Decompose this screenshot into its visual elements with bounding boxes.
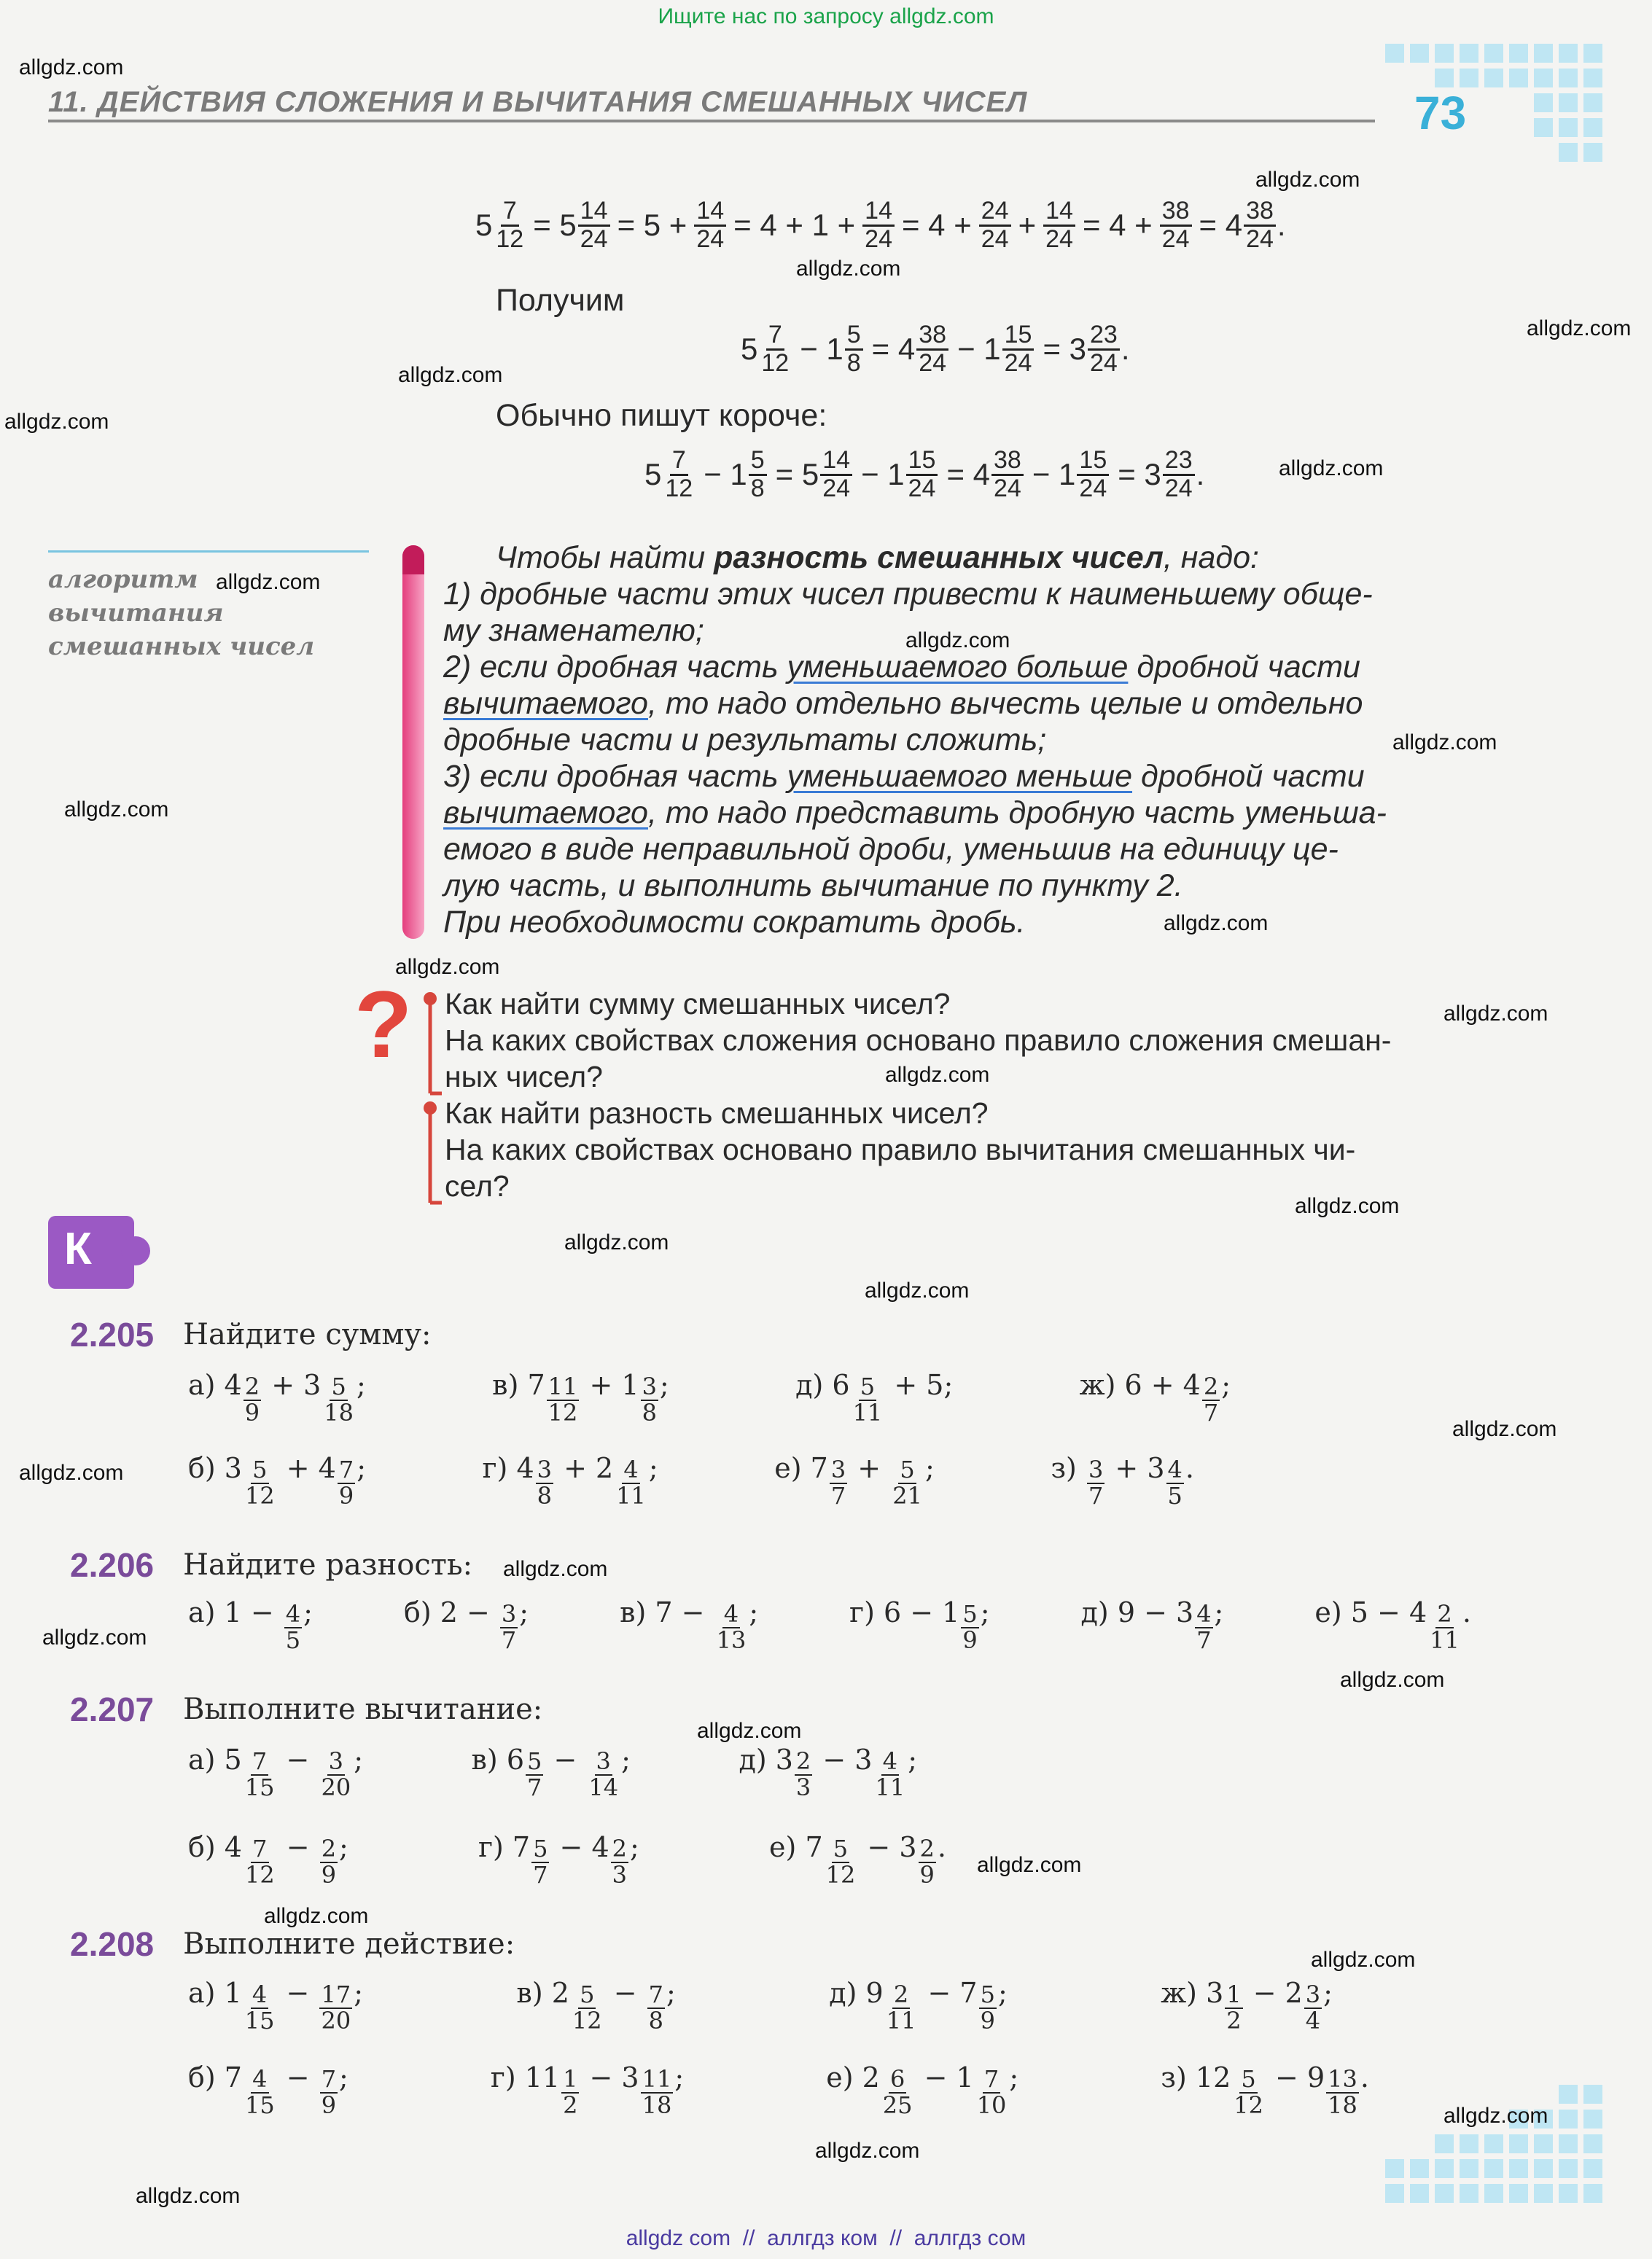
footer-banner[interactable]: allgdz com // аллгдз ком // аллгдз сом — [626, 2226, 1026, 2250]
watermark: allgdz.com — [815, 2139, 920, 2163]
watermark: allgdz.com — [1311, 1948, 1416, 1972]
question-mark-icon: ? — [354, 971, 413, 1077]
watermark: allgdz.com — [4, 410, 109, 434]
chapter-title: 11. ДЕЙСТВИЯ СЛОЖЕНИЯ И ВЫЧИТАНИЯ СМЕШАННЫХ ЧИСЕЛ — [48, 86, 1028, 118]
watermark: allgdz.com — [796, 257, 901, 281]
exercise-2-207-row2: б) 4 $\frac{7}{12}$ − $\frac{2}{9}$ ; г) 7 $\frac{5}{7}$ − 4 $\frac{2}{3}$ ; е) 7 $\frac{5}{12}$ − 3 $\frac{2}{9}$ . — [188, 1831, 946, 1889]
exercise-2-207-row1: а) 5 $\frac{7}{15}$ − $\frac{3}{20}$ ; в) 6 $\frac{5}{7}$ − $\frac{3}{14}$ ; д) 3 $\frac{2}{3}$ − 3 $\frac{4}{11}$ ; — [188, 1744, 917, 1801]
equation-3: 5 $\frac{7}{12}$ − 1 $\frac{5}{8}$ = 5 $\frac{14}{24}$ − 1 $\frac{15}{24}$ = 4 $\frac{38}{24}$ − 1 $\frac{15}{24}$ = 3 $\frac{23}{24}$ . — [644, 446, 1205, 502]
watermark: allgdz.com — [564, 1230, 669, 1255]
top-banner[interactable]: Ищите нас по запросу allgdz.com — [658, 4, 994, 28]
watermark: allgdz.com — [1443, 1002, 1548, 1026]
question-bracket-2 — [421, 1101, 443, 1210]
exercise-2-207-header: 2.207 Выполните вычитание: — [70, 1690, 543, 1728]
exercise-2-205-header: 2.205 Найдите сумму: — [70, 1316, 432, 1354]
watermark: allgdz.com — [865, 1279, 970, 1303]
watermark: allgdz.com — [503, 1557, 608, 1581]
watermark: allgdz.com — [1443, 2104, 1548, 2128]
watermark: allgdz.com — [977, 1853, 1082, 1877]
watermark: allgdz.com — [1340, 1668, 1445, 1692]
watermark: allgdz.com — [885, 1063, 990, 1087]
watermark: allgdz.com — [1164, 911, 1269, 935]
exercise-2-208-row1: а) 1 $\frac{4}{15}$ − $\frac{17}{20}$ ; в) 2 $\frac{5}{12}$ − $\frac{7}{8}$ ; д) 9 $\frac{2}{11}$ − 7 $\frac{5}{9}$ ; ж) 3 $\frac{1}{2}$ − 2 $\frac{3}{4}$ ; — [188, 1977, 1333, 2034]
questions-text: Как найти сумму смешанных чисел? На каких свойствах сложения основано правило сложения смешан- ных чисел? Как найти разность смешанных чисел? На каких свойствах основано правило вычитания смешанных чи- сел? — [445, 987, 1392, 1203]
watermark: allgdz.com — [395, 955, 500, 979]
decorative-squares-icon — [1378, 36, 1604, 182]
question-bracket-1 — [421, 991, 443, 1101]
watermark: allgdz.com — [1279, 456, 1384, 480]
watermark: allgdz.com — [697, 1719, 802, 1743]
text-short: Обычно пишут короче: — [496, 398, 827, 433]
exercise-2-205-row2: б) 3 $\frac{5}{12}$ + 4 $\frac{7}{9}$ ; г) 4 $\frac{3}{8}$ + 2 $\frac{4}{11}$ ; е) 7 $\frac{3}{7}$ + $\frac{5}{21}$ ; з) $\frac{3}{7}$ + 3 $\frac{4}{5}$ . — [188, 1452, 1194, 1510]
watermark: allgdz.com — [264, 1904, 369, 1928]
watermark: allgdz.com — [1255, 168, 1360, 192]
watermark: allgdz.com — [64, 797, 169, 822]
decorative-squares-icon — [1378, 2077, 1604, 2223]
watermark: allgdz.com — [19, 1461, 124, 1485]
watermark: allgdz.com — [1452, 1417, 1557, 1441]
exercise-2-208-header: 2.208 Выполните действие: — [70, 1925, 515, 1963]
exercise-2-206-row: а) 1 − $\frac{4}{5}$ ; б) 2 − $\frac{3}{7}$ ; в) 7 − $\frac{4}{13}$ ; г) 6 − 1 $\frac{5}{9}$ ; д) 9 − 3 $\frac{4}{7}$ ; е) 5 − 4 $\frac{2}{11}$ . — [188, 1596, 1471, 1654]
header-divider — [48, 120, 1375, 122]
watermark: allgdz.com — [398, 363, 503, 387]
text-get: Получим — [496, 283, 625, 318]
k-badge: К — [48, 1216, 134, 1289]
exercise-2-208-row2: б) 7 $\frac{4}{15}$ − $\frac{7}{9}$ ; г) 11 $\frac{1}{2}$ − 3 $\frac{11}{18}$ ; е) 2 $\frac{6}{25}$ − 1 $\frac{7}{10}$ ; з) 12 $\frac{5}{12}$ − 9 $\frac{13}{18}$ . — [188, 2061, 1369, 2119]
watermark: allgdz.com — [136, 2184, 241, 2208]
equation-1: 5 $\frac{7}{12}$ = 5 $\frac{14}{24}$ = 5 + $\frac{14}{24}$ = 4 + 1 + $\frac{14}{24}$ = 4 + $\frac{24}{24}$ + $\frac{14}{24}$ = 4 + $\frac{38}{24}$ = 4 $\frac{38}{24}$ . — [475, 197, 1286, 253]
rule-text: Чтобы найти разность смешанных чисел, надо: 1) дробные части этих чисел привести к наименьшему обще- му знаменателю; 2) если дробная часть уменьшаемого больше дробной части вычитаемого, то надо отдельно вычесть целые и отдельно дробные части и результаты сложить; 3) если дробная часть уменьшаемого меньше дробной части вычитаемого, то надо представить дробную часть уменьша- емого в виде неправильной дроби, уменьшив на единицу це- лую часть, и выполнить вычитание по пункту 2. При необходимости сократить дробь. — [443, 540, 1387, 940]
watermark: allgdz.com — [1527, 316, 1632, 340]
watermark: allgdz.com — [216, 570, 321, 594]
page-number: 73 — [1414, 87, 1467, 139]
rule-marker — [402, 545, 424, 939]
equation-2: 5 $\frac{7}{12}$ − 1 $\frac{5}{8}$ = 4 $\frac{38}{24}$ − 1 $\frac{15}{24}$ = 3 $\frac{23}{24}$ . — [741, 321, 1130, 377]
sidebar-divider — [48, 550, 369, 553]
exercise-2-205-row1: а) 4 $\frac{2}{9}$ + 3 $\frac{5}{18}$ ; в) 7 $\frac{11}{12}$ + 1 $\frac{3}{8}$ ; д) 6 $\frac{5}{11}$ + 5; ж) 6 + 4 $\frac{2}{7}$ ; — [188, 1369, 1231, 1427]
rule-marker-cap — [402, 545, 424, 574]
watermark: allgdz.com — [19, 55, 124, 79]
watermark: allgdz.com — [42, 1626, 147, 1650]
exercise-2-206-header: 2.206 Найдите разность: — [70, 1546, 473, 1584]
watermark: allgdz.com — [1295, 1194, 1400, 1218]
watermark: allgdz.com — [1392, 730, 1497, 754]
watermark: allgdz.com — [905, 628, 1010, 652]
sidebar-caption: алгоритм вычитания смешанных чисел — [48, 565, 315, 661]
